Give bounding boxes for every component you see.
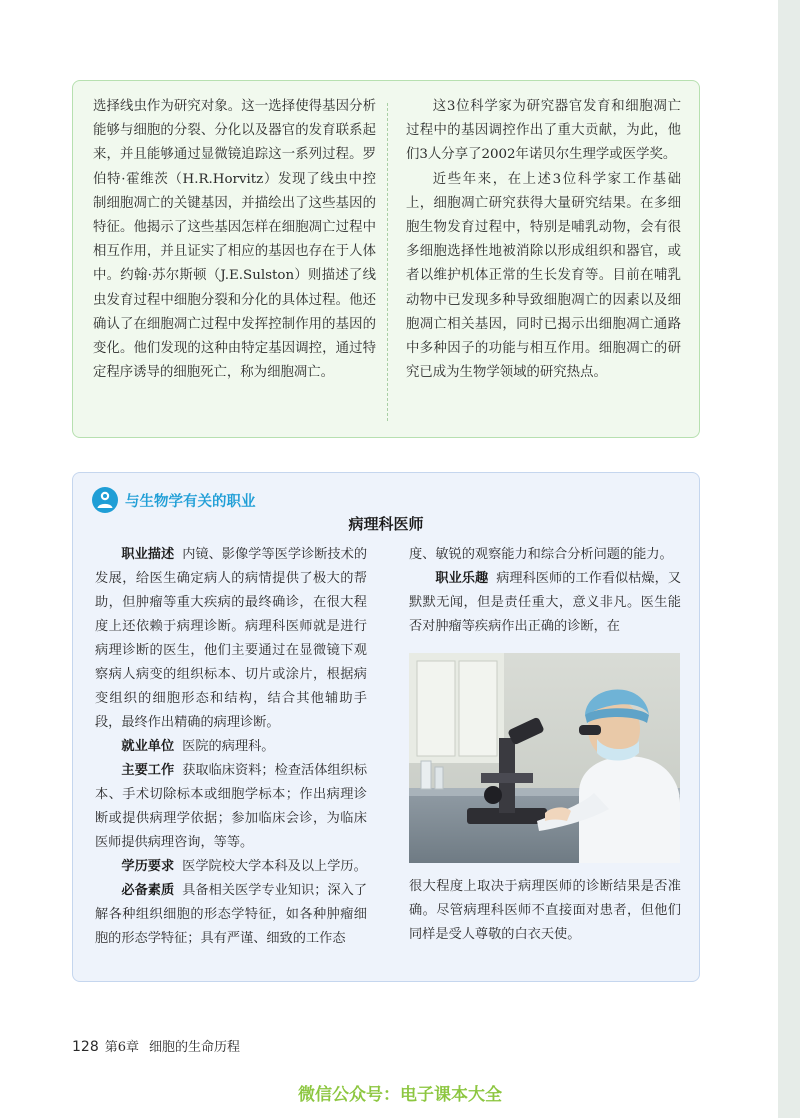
section-text: 具备相关医学专业知识；深入了解各种组织细胞的形态学特征，如各种肿瘤细胞的形态学特征；具有严谨、细致的工作态	[95, 883, 368, 946]
chapter-title: 细胞的生命历程	[149, 1040, 241, 1055]
reading-paragraph: 近些年来，在上述3位科学家工作基础上，细胞凋亡研究获得大量研究结果。在多细胞生物发育过程中，特别是哺乳动物，会有很多细胞选择性地被消除以形成组织和器官，或者以维护机体正常的生长发育等。目前在哺乳动物中已发现多种导致细胞凋亡的因素以及细胞凋亡相关基因，同时已揭示出细胞凋亡通路中多种因子的功能与相互作用。细胞凋亡的研究已成为生物学领域的研究热点。	[406, 171, 681, 381]
page-number: 128	[72, 1039, 99, 1055]
reading-box	[72, 80, 700, 438]
section-label: 就业单位	[121, 739, 175, 754]
career-right-column-bottom	[409, 875, 681, 947]
section-label: 主要工作	[121, 763, 175, 778]
section-text: 获取临床资料；检查活体组织标本、手术切除标本或细胞学标本；作出病理诊断或提供病理学依据；参加临床会诊，为临床医师提供病理咨询，等等。	[95, 763, 368, 850]
career-section	[95, 855, 367, 879]
career-left-column	[95, 543, 367, 951]
reading-paragraph: 选择线虫作为研究对象。这一选择使得基因分析能够与细胞的分裂、分化以及器官的发育联系起来，并且能够通过显微镜追踪这一系列过程。罗伯特·霍维茨（H.R.Horvitz）发现了线虫中控制细胞凋亡的关键基因，并描绘出了这些基因的特征。他揭示了这些基因怎样在细胞凋亡过程中相互作用，并且证实了相应的基因也存在于人体中。约翰·苏尔斯顿（J.E.Sulston）则描述了线虫发育过程中细胞分裂和分化的具体过程。他还确认了在细胞凋亡过程中发挥控制作用的基因的变化。他们发现的这种由特定基因调控，通过特定程序诱导的细胞死亡，称为细胞凋亡。	[93, 99, 376, 381]
section-text-continuation: 很大程度上取决于病理医师的诊断结果是否准确。尽管病理科医师不直接面对患者，但他们同样是受人尊敬的白衣天使。	[409, 879, 681, 942]
career-section	[95, 879, 367, 951]
section-text-continuation: 度、敏锐的观察能力和综合分析问题的能力。	[409, 547, 673, 562]
chapter-label: 第6章	[104, 1040, 140, 1055]
career-title: 病理科医师	[348, 515, 424, 533]
section-text: 医学院校大学本科及以上学历。	[182, 859, 367, 874]
watermark-text: 微信公众号：电子课本大全	[298, 1085, 502, 1105]
section-label: 学历要求	[121, 859, 175, 874]
section-label: 职业描述	[121, 547, 175, 562]
section-text: 医院的病理科。	[182, 739, 275, 754]
section-text: 病理科医师的工作看似枯燥，又默默无闻，但是责任重大，意义非凡。医生能否对肿瘤等疾病作出正确的诊断，在	[409, 571, 682, 634]
pathologist-photo	[409, 653, 680, 863]
reading-right-column	[406, 95, 681, 385]
career-section	[95, 735, 367, 759]
reading-paragraph: 这3位科学家为研究器官发育和细胞凋亡过程中的基因调控作出了重大贡献，为此，他们3人分享了2002年诺贝尔生理学或医学奖。	[406, 99, 681, 163]
career-right-column-top	[409, 543, 681, 639]
reading-left-column	[93, 95, 376, 385]
section-text: 内镜、影像学等医学诊断技术的发展，给医生确定病人的病情提供了极大的帮助，但肿瘤等重大疾病的最终确诊，在很大程度上还依赖于病理诊断。病理科医师就是进行病理诊断的医生，他们主要通过在显微镜下观察病人病变的组织标本、切片或涂片，根据病变组织的细胞形态和结构，结合其他辅助手段，最终作出精确的病理诊断。	[95, 547, 368, 730]
career-section	[95, 543, 367, 735]
column-divider	[387, 103, 388, 421]
career-section	[409, 567, 681, 639]
person-icon	[91, 486, 119, 514]
section-label: 职业乐趣	[435, 571, 489, 586]
page-footer	[72, 1036, 240, 1055]
career-section	[95, 759, 367, 855]
career-header-label: 与生物学有关的职业	[125, 493, 256, 510]
career-header	[91, 485, 256, 515]
career-box	[72, 472, 700, 982]
page-edge-strip	[778, 0, 800, 1118]
section-label: 必备素质	[121, 883, 175, 898]
